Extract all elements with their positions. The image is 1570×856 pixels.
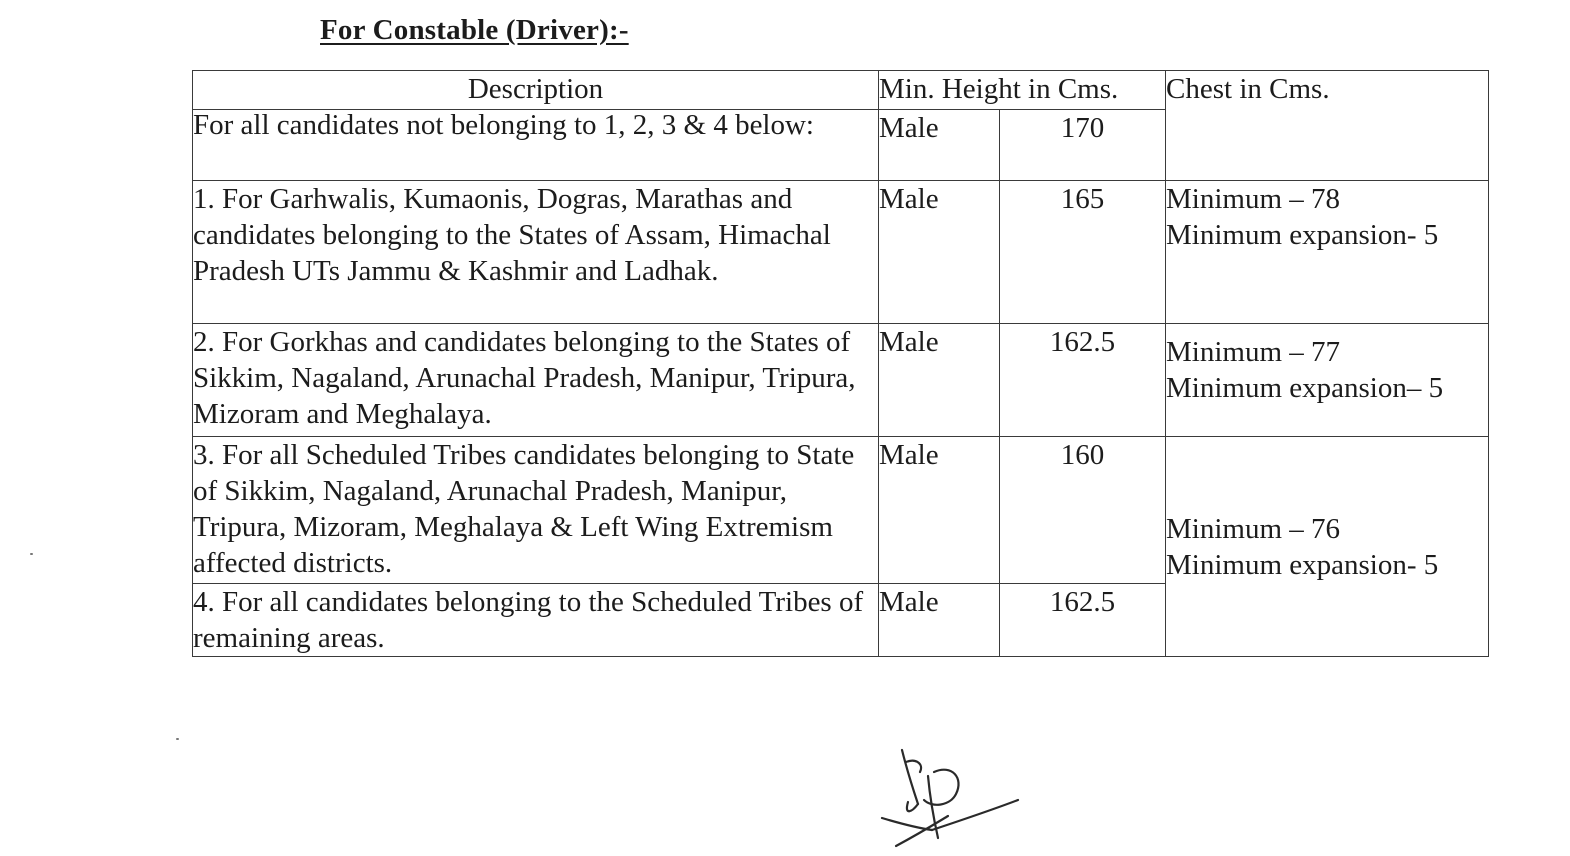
row-description: 1. For Garhwalis, Kumaonis, Dogras, Marathas and candidates belonging to the States of Assam, Himachal Pradesh UTs Jammu & Kashmir and Ladhak. xyxy=(193,181,879,324)
header-min-height: Min. Height in Cms. xyxy=(879,71,1166,110)
table-row xyxy=(193,437,1489,584)
header-description: Description xyxy=(193,71,879,110)
row-height: 162.5 xyxy=(1000,584,1166,657)
chest-expansion: Minimum expansion- 5 xyxy=(1166,219,1439,251)
row-chest-merged xyxy=(1166,437,1489,657)
row-chest xyxy=(1166,181,1489,324)
row-height: 170 xyxy=(1000,110,1166,181)
row-height: 165 xyxy=(1000,181,1166,324)
row-description: For all candidates not belonging to 1, 2, 3 & 4 below: xyxy=(193,110,879,181)
row-height: 162.5 xyxy=(1000,324,1166,437)
row-sex: Male xyxy=(879,437,1000,584)
row-sex: Male xyxy=(879,110,1000,181)
scan-speck xyxy=(30,553,33,555)
table-row xyxy=(193,324,1489,437)
chest-expansion: Minimum expansion- 5 xyxy=(1166,548,1439,581)
row-description: 3. For all Scheduled Tribes candidates belonging to State of Sikkim, Nagaland, Arunachal Pradesh, Manipur, Tripura, Mizoram, Meghalaya & Left Wing Extremism affected districts. xyxy=(193,437,879,584)
table-row xyxy=(193,181,1489,324)
chest-minimum: Minimum – 76 xyxy=(1166,512,1341,545)
row-chest xyxy=(1166,324,1489,437)
chest-expansion: Minimum expansion– 5 xyxy=(1166,372,1444,404)
row-sex: Male xyxy=(879,324,1000,437)
constable-driver-table xyxy=(192,70,1489,657)
handwritten-signature xyxy=(872,742,1032,854)
table-header-row xyxy=(193,71,1489,110)
chest-minimum: Minimum – 78 xyxy=(1166,183,1341,215)
row-sex: Male xyxy=(879,181,1000,324)
header-chest: Chest in Cms. xyxy=(1166,71,1489,181)
row-sex: Male xyxy=(879,584,1000,657)
scan-speck xyxy=(176,738,179,740)
page-heading: For Constable (Driver):- xyxy=(320,14,629,46)
chest-minimum: Minimum – 77 xyxy=(1166,336,1341,368)
row-description: 4. For all candidates belonging to the Scheduled Tribes of remaining areas. xyxy=(193,584,879,657)
row-description: 2. For Gorkhas and candidates belonging to the States of Sikkim, Nagaland, Arunachal Pradesh, Manipur, Tripura, Mizoram and Meghalaya. xyxy=(193,324,879,437)
row-height: 160 xyxy=(1000,437,1166,584)
